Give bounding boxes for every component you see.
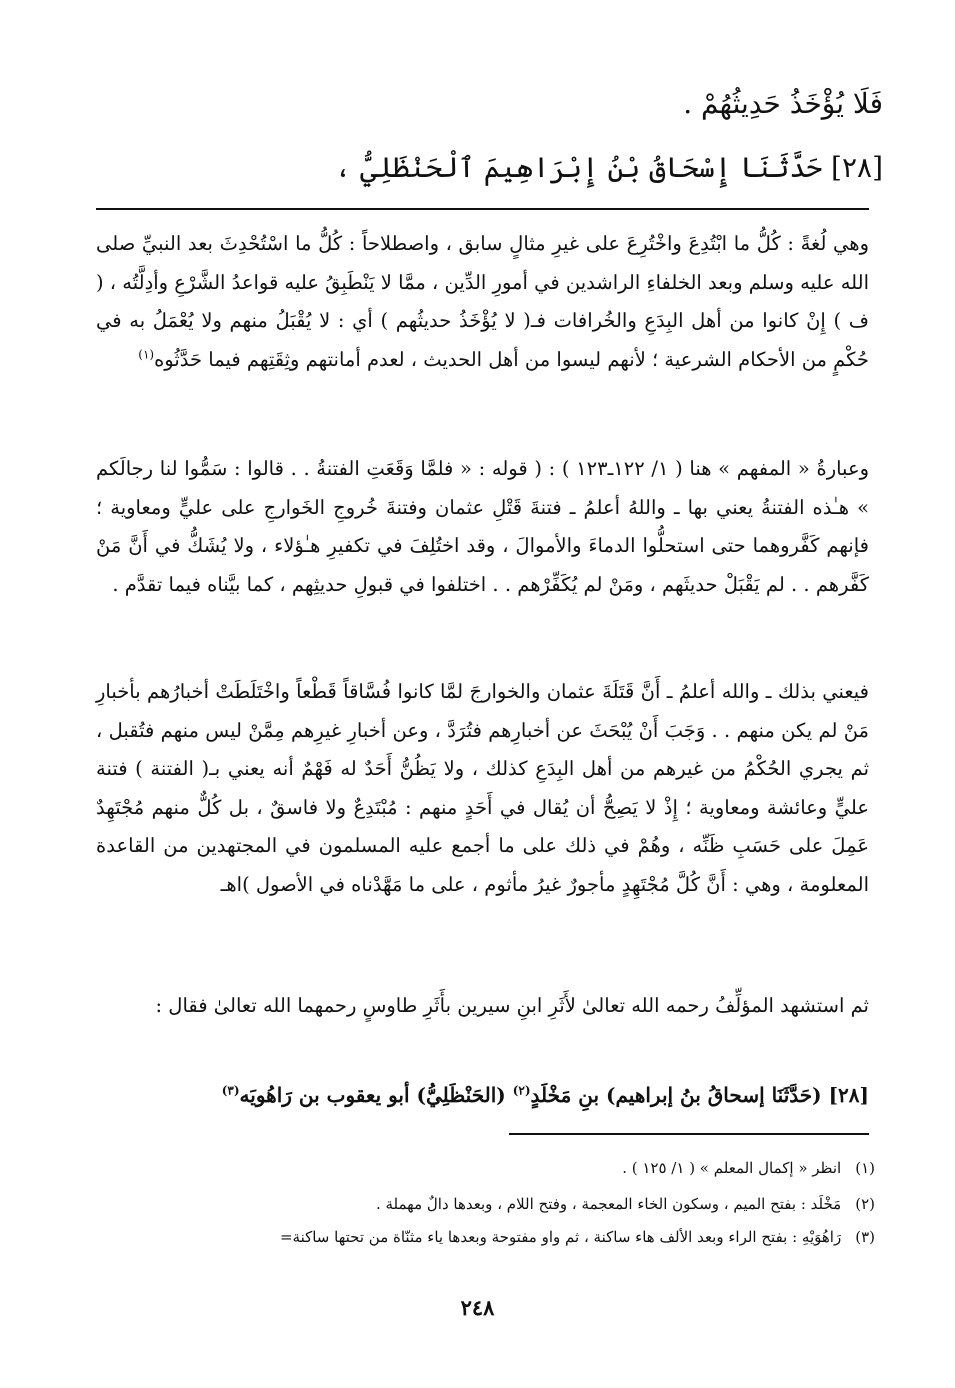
- footnote-number: (١): [855, 1159, 875, 1177]
- commentary-paragraph-3: فيعني بذلك ـ والله أعلمُ ـ أَنَّ قَتَلَةَ عثمان والخوارجَ لمَّا كانوا فُسَّاقاً قَطْعاً واخْتَلَطَتْ أخبارُهم بأخبارِ مَنْ لم يكن منهم . . وَجَبَ أَنْ يُبْحَثَ عن أخبارِهم فتُرَدَّ ، وعن أخبارِ غيرِهم مِمَّنْ ليس منهم فتُقبل ، ثم يجري الحُكْمُ من غيرهم من أهل البِدَعِ كذلك ، ولا يَظُنُّ أَحَدٌ له فَهْمٌ أنه يعني بـ( الفتنة ) فتنة عليٍّ وعائشة ومعاوية ؛ إِذْ لا يَصِحُّ أن يُقال في أَحَدٍ منهم : مُبْتَدِعٌ ولا فاسقٌ ، بل كُلٌّ منهم مُجْتَهِدٌ عَمِلَ على حَسَبِ ظَنِّه ، وهُمْ في ذلك على ما أجمع عليه المسلمون في المجتهدين من القاعدة المعلومة ، وهي : أَنَّ كُلَّ مُجْتَهِدٍ مأجورٌ غيرُ مأثوم ، على ما مَهَّدْناه في الأصول )اهـ: [96, 680, 869, 896]
- matn-separator-rule: [96, 208, 869, 210]
- footnote-1: [90, 1156, 875, 1180]
- footnote-separator-rule: [509, 1133, 869, 1135]
- footnote-number: (٢): [855, 1195, 875, 1213]
- footnote-text: مَخْلَد : بفتح الميم ، وسكون الخاء المعجمة ، وفتح اللام ، وبعدها دالٌ مهملة .: [375, 1195, 842, 1213]
- footnote-text: انظر « إكمال المعلم » ( ١/ ١٢٥ ) .: [622, 1159, 842, 1177]
- footnote-number: (٣): [855, 1228, 875, 1246]
- commentary-text-1: وهي لُغةً : كُلُّ ما ابْتُدِعَ واخْتُرِعَ على غيرِ مثالٍ سابق ، واصطلاحاً : كُلُّ ما اسْتُحْدِثَ بعد النبيِّ صلى الله عليه وسلم وبعد الخلفاءِ الراشدين في أمورِ الدِّين ، ممَّا لا يَنْطَبِقُ عليه قواعدُ الشَّرْعِ وأدِلَّتُه ، ( ف ) إِنْ كانوا من أهل البِدَعِ والخُرافات فـ( لا يُؤْخَذُ حديثُهم ) أي : لا يُقْبَلُ منهم ولا يُعْمَلُ به في حُكْمٍ من الأحكام الشرعية ؛ لأنهم ليسوا من أهل الحديث ، لعدم أمانتهم وثِقَتِهم فيما حَدَّثُوه: [96, 232, 869, 371]
- footnote-ref-2: (٢): [512, 1083, 531, 1098]
- footnote-text: رَاهُوَيْهِ : بفتح الراء وبعد الألف هاء ساكنة ، ثم واو مفتوحة وبعدها ياء مثنّاة من تحتها ساكنة=: [279, 1228, 842, 1246]
- commentary-paragraph-1: [96, 225, 869, 379]
- hadith-chain-line: [96, 1076, 869, 1115]
- footnote-ref-1: (١): [138, 347, 155, 361]
- commentary-paragraph-2: وعبارةُ « المفهم » هنا ( ١/ ١٢٢ـ١٢٣ ) : ( قوله : « فلمَّا وَقَعَتِ الفتنةُ . . قالوا : سَمُّوا لنا رجالَكم » هـٰذه الفتنةُ يعني بها ـ واللهُ أعلمُ ـ فتنةَ قَتْلِ عثمان وفتنةَ خُروجِ الخَوارجِ على عليٍّ ومعاوية ؛ فإنهم كَفَّروهما حتى استحلُّوا الدماءَ والأموالَ ، وقد اختُلِفَ في تكفيرِ هـٰؤلاء ، ولا يُشَكُّ في أَنَّ مَنْ كَفَّرهم . . لم يَقْبَلْ حديثَهم ، ومَنْ لم يُكَفِّرْهم . . اختلفوا في قبولِ حديثِهم ، كما بيَّناه فيما تقدَّم .: [96, 457, 869, 596]
- hadith-chain-text-a: [٢٨] (حَدَّثَنَا إسحاقُ بنُ إبراهيم) بنِ مَخْلَدٍ: [530, 1083, 869, 1107]
- matn-line-2: [٢٨] حَدَّثَنَا إِسْحَاقُ بْنُ إِبْرَاهِيمَ ٱلْحَنْظَلِيُّ ،: [334, 151, 883, 184]
- footnote-2: [90, 1192, 875, 1216]
- matn-line-1: فَلَا يُؤْخَذُ حَدِيثُهُمْ .: [683, 87, 883, 120]
- footnote-3: [90, 1225, 875, 1249]
- commentary-paragraph-4: ثم استشهد المؤلِّفُ رحمه الله تعالىٰ لأَثَرِ ابنِ سيرين بأَثَرِ طاوسٍ رحمهما الله تعالىٰ فقال :: [155, 994, 869, 1017]
- footnote-ref-3: (٣): [221, 1083, 240, 1098]
- hadith-chain-text-b: (الحَنْظَلِيُّ) أبو يعقوب بن رَاهُويَه: [239, 1083, 506, 1107]
- page-number: ٢٤٨: [460, 1295, 495, 1320]
